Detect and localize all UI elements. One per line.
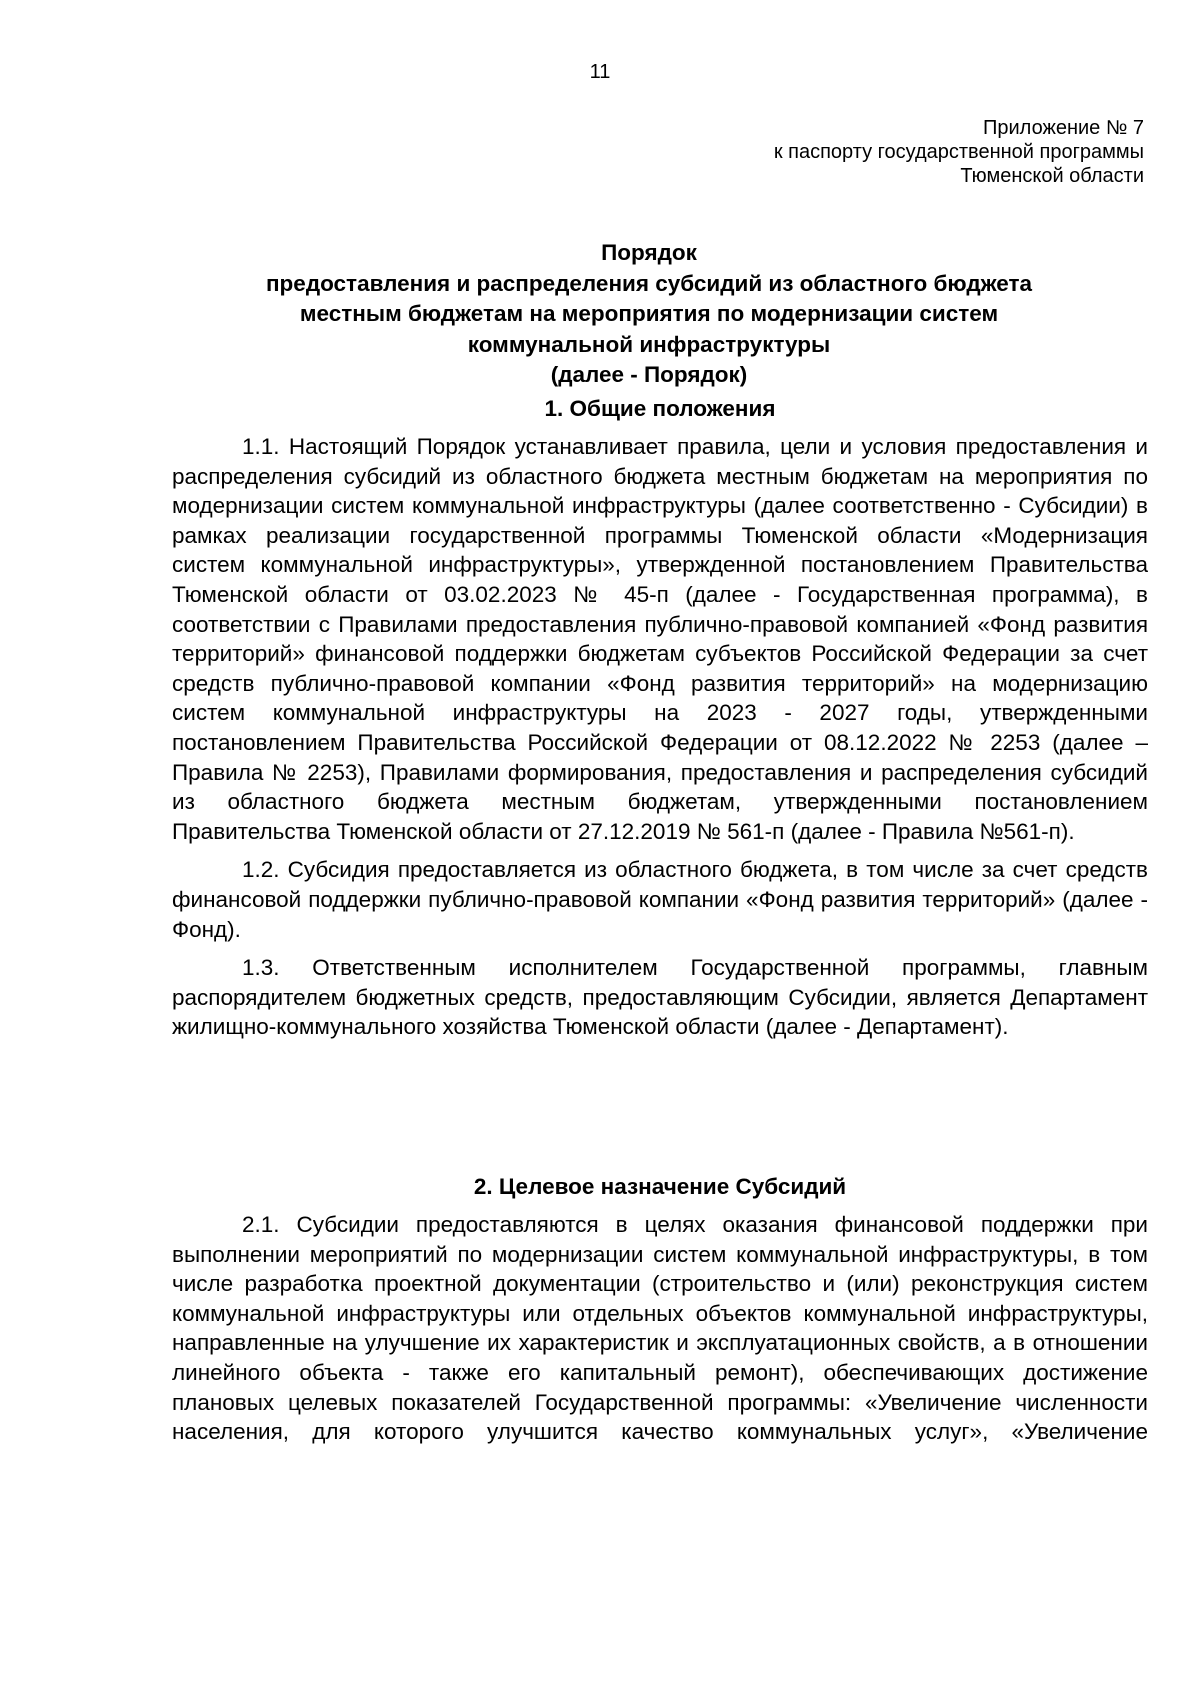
- appendix-note: [640, 116, 1144, 188]
- appendix-line-2: к паспорту государственной программы: [773, 141, 1144, 163]
- paragraph-1-1: 1.1. Настоящий Порядок устанавливает правила, цели и условия предоставления и распределения субсидий из областного бюджета местным бюджетам на мероприятия по модернизации систем коммунальной инфраструктуры (далее соответственно - Субсидии) в рамках реализации государственной программы Тюменской области «Модернизация систем коммунальной инфраструктуры», утвержденной постановлением Правительства Тюменской области от 03.02.2023 № 45-п (далее - Государственная программа), в соответствии с Правилами предоставления публично-правовой компанией «Фонд развития территорий» финансовой поддержки бюджетам субъектов Российской Федерации за счет средств публично-правовой компании «Фонд развития территорий» на модернизацию систем коммунальной инфраструктуры на 2023 - 2027 годы, утвержденными постановлением Правительства Российской Федерации от 08.12.2022 № 2253 (далее – Правила № 2253), Правилами формирования, предоставления и распределения субсидий из областного бюджета местным бюджетам, утвержденными постановлением Правительства Тюменской области от 27.12.2019 № 561-п (далее - Правила №561-п).: [172, 434, 1148, 844]
- document-title: [190, 238, 1108, 391]
- page-number: 11: [589, 61, 611, 83]
- section-1-body: [172, 432, 1148, 1042]
- title-line-2: предоставления и распределения субсидий из областного бюджета: [265, 270, 1033, 296]
- title-line-3: местным бюджетам на мероприятия по модернизации систем: [299, 301, 999, 326]
- section-2-heading: 2. Целевое назначение Субсидий: [473, 1174, 847, 1199]
- title-line-1: Порядок: [601, 240, 697, 265]
- title-line-5: (далее - Порядок): [550, 362, 748, 387]
- appendix-line-1: Приложение № 7: [983, 117, 1144, 139]
- appendix-line-3: Тюменской области: [960, 165, 1144, 187]
- paragraph-1-3: 1.3. Ответственным исполнителем Государственной программы, главным распорядителем бюджетных средств, предоставляющим Субсидии, является Департамент жилищно-коммунального хозяйства Тюменской области (далее - Департамент).: [172, 955, 1148, 1040]
- section-2-body: [172, 1210, 1148, 1447]
- paragraph-2-1: 2.1. Субсидии предоставляются в целях оказания финансовой поддержки при выполнении мероприятий по модернизации систем коммунальной инфраструктуры, в том числе разработка проектной документации (строительство и (или) реконструкция систем коммунальной инфраструктуры или отдельных объектов коммунальной инфраструктуры, направленные на улучшение их характеристик и эксплуатационных свойств, а в отношении линейного объекта - также его капитальный ремонт), обеспечивающих достижение плановых целевых показателей Государственной программы: «Увеличение численности населения, для которого улучшится качество коммунальных услуг», «Увеличение: [172, 1212, 1148, 1445]
- title-line-4: коммунальной инфраструктуры: [467, 331, 831, 357]
- section-1-heading: 1. Общие положения: [544, 396, 776, 421]
- paragraph-1-2: 1.2. Субсидия предоставляется из областного бюджета, в том числе за счет средств финансовой поддержки публично-правовой компании «Фонд развития территорий» (далее - Фонд).: [172, 857, 1148, 942]
